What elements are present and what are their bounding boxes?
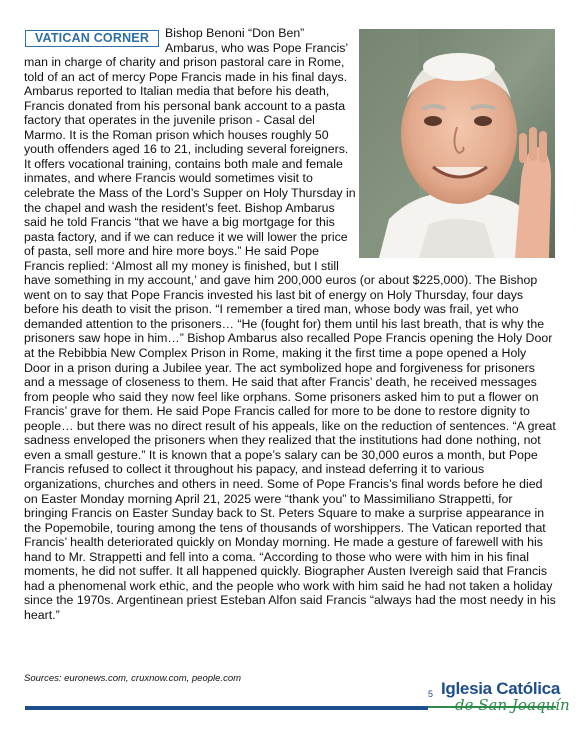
- brand-subtitle: de San Joaquín: [455, 696, 570, 714]
- page-number: 5: [428, 689, 434, 699]
- footer-rule-blue: [25, 706, 428, 710]
- section-badge: VATICAN CORNER: [25, 30, 159, 47]
- pope-francis-photo: [359, 29, 555, 258]
- parish-logo: [441, 679, 570, 719]
- article-sources: Sources: euronews.com, cruxnow.com, people.com: [24, 673, 242, 684]
- article-body: Bishop Benoni “Don Ben” Ambarus, who was Pope Francis’ man in charge of charity and prison pastoral care in Rome, told of an act of mercy Pope Francis made in his final days. Ambarus reported to Italian media that before his death, Francis donated from his personal bank account to a pasta factory that operates in the juvenile prison - Casal del Marmo. It is the Roman prison which houses roughly 50 youth offenders aged 16 to 21, including several foreigners. It offers vocational training, contains both male and female inmates, and where Francis would sometimes visit to celebrate the Mass of the Lord’s Supper on Holy Thursday in the chapel and wash the resident’s feet. Bishop Ambarus said he told Francis “that we have a big mortgage for this pasta factory, and if we can reduce it we will lower the price of pasta, sell more and hire more boys.” He said Pope Francis replied: ‘Almost all my money is finished, but I still have something in my account,’ and gave him 200,000 euros (or about $225,000). The Bishop went on to say that Pope Francis invested his last bit of energy on Holy Thursday, four days before his death to visit the prison. “I remember a tired man, whose body was frail, yet who demanded attention to the prisoners… “He (fought for) them until his last breath, that is why the prisoners saw hope in him…” Bishop Ambarus also recalled Pope Francis opening the Holy Door at the Rebibbia New Complex Prison in Rome, making it the first time a pope opened a Holy Door in a prison during a Jubilee year. The act symbolized hope and forgiveness for prisoners and a message of closeness to them. He said that after Francis’ death, he received messages from people who said they now feel like orphans. Some prisoners asked him to put a flower on Francis’ grave for them. He said Pope Francis called for more to be done to restore dignity to people… but there was no direct result of his appeals, like on the reduction of sentences. “A great sadness enveloped the prisoners when they realized that the institutions had done nothing, not even a small gesture.” It is known that a pope’s salary can be 30,000 euros a month, but Pope Francis refused to collect it throughout his papacy, and instead deferring it to various organizations, churches and others in need. Some of Pope Francis’s final words before he died on Easter Monday morning April 21, 2025 were “thank you” to Massimiliano Strappetti, for bringing Francis on Easter Sunday back to St. Peters Square to make a surprise appearance in the Popemobile, touring among the tens of thousands of worshippers. The Vatican reported that Francis’ health deteriorated quickly on Monday morning. He made a gesture of farewell with his hand to Mr. Strappetti and fell into a coma. “According to those who were with him in his final moments, he did not suffer. It all happened quickly. Biographer Austen Ivereigh said that Francis had a phenomenal work ethic, and the people who work with him said he had not taken a holiday since the 1970s. Argentinean priest Esteban Alfon said Francis “always had the most needy in his heart.”: [24, 26, 556, 622]
- brand-title: Iglesia Católica: [441, 679, 560, 698]
